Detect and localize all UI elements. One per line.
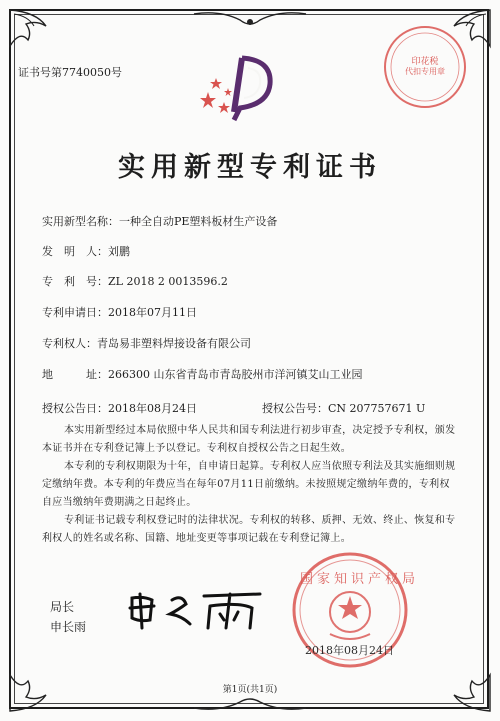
field-value: ZL 2018 2 0013596.2: [108, 275, 228, 288]
field-value: 青岛易非塑料焊接设备有限公司: [97, 337, 251, 350]
field-patentee: [42, 335, 251, 351]
field-patent-number: [42, 273, 228, 289]
tax-stamp-text-2: 代扣专用章: [405, 67, 445, 76]
field-address: [42, 366, 363, 382]
seal-text: 国家知识产权局: [300, 572, 420, 587]
field-value: 刘鹏: [108, 245, 130, 258]
handwritten-signature: [120, 580, 270, 640]
grant-pub-value: CN 207757671 U: [328, 402, 426, 415]
grant-date-value: 2018年08月24日: [108, 402, 197, 415]
field-value: 266300 山东省青岛市青岛胶州市洋河镇艾山工业园: [108, 368, 363, 381]
field-value: 2018年07月11日: [108, 306, 197, 319]
corner-ornament-top-left: [6, 6, 68, 68]
signer-title: 局长: [50, 600, 75, 614]
field-label: 专利权人：: [42, 337, 97, 350]
grant-pub-label: 授权公告号：: [262, 402, 328, 415]
field-value: 一种全自动PE塑料板材生产设备: [119, 215, 278, 228]
top-ornament: [190, 8, 310, 34]
grant-date-label: 授权公告日：: [42, 402, 108, 415]
field-label: 专 利 号：: [42, 275, 108, 288]
grant-pub-row: [262, 400, 425, 416]
patent-office-logo: [190, 52, 290, 122]
page-footer: 第1页(共1页): [222, 685, 278, 695]
grant-date-row: [42, 400, 197, 416]
field-label: 实用新型名称：: [42, 215, 119, 228]
paragraph-2: 本专利的专利权期限为十年，自申请日起算。专利权人应当依照专利法及其实施细则规定缴纳年费。本专利的年费应当在每年07月11日前缴纳。未按照规定缴纳年费的，专利权自应当缴纳年费期满之日起终止。: [42, 461, 456, 508]
signer-name: 申长雨: [50, 620, 87, 634]
bottom-ornament: [190, 694, 310, 714]
certificate-number: 证书号第7740050号: [18, 66, 122, 79]
field-label: 发 明 人：: [42, 245, 108, 258]
field-utility-name: [42, 213, 277, 229]
seal-date: 2018年08月24日: [305, 644, 394, 657]
paragraph-3: 专利证书记载专利权登记时的法律状况。专利权的转移、质押、无效、终止、恢复和专利权人的姓名或名称、国籍、地址变更等事项记载在专利登记簿上。: [42, 515, 456, 544]
certificate-title: 实用新型专利证书: [118, 152, 382, 183]
field-label: 地 址：: [42, 368, 108, 381]
paragraph-1: 本实用新型经过本局依照中华人民共和国专利法进行初步审查，决定授予专利权，颁发本证书并在专利登记簿上予以登记。专利权自授权公告之日起生效。: [42, 425, 456, 454]
field-application-date: [42, 304, 197, 320]
field-inventor: [42, 243, 130, 259]
tax-stamp-text-1: 印花税: [411, 57, 439, 67]
field-label: 专利申请日：: [42, 306, 108, 319]
